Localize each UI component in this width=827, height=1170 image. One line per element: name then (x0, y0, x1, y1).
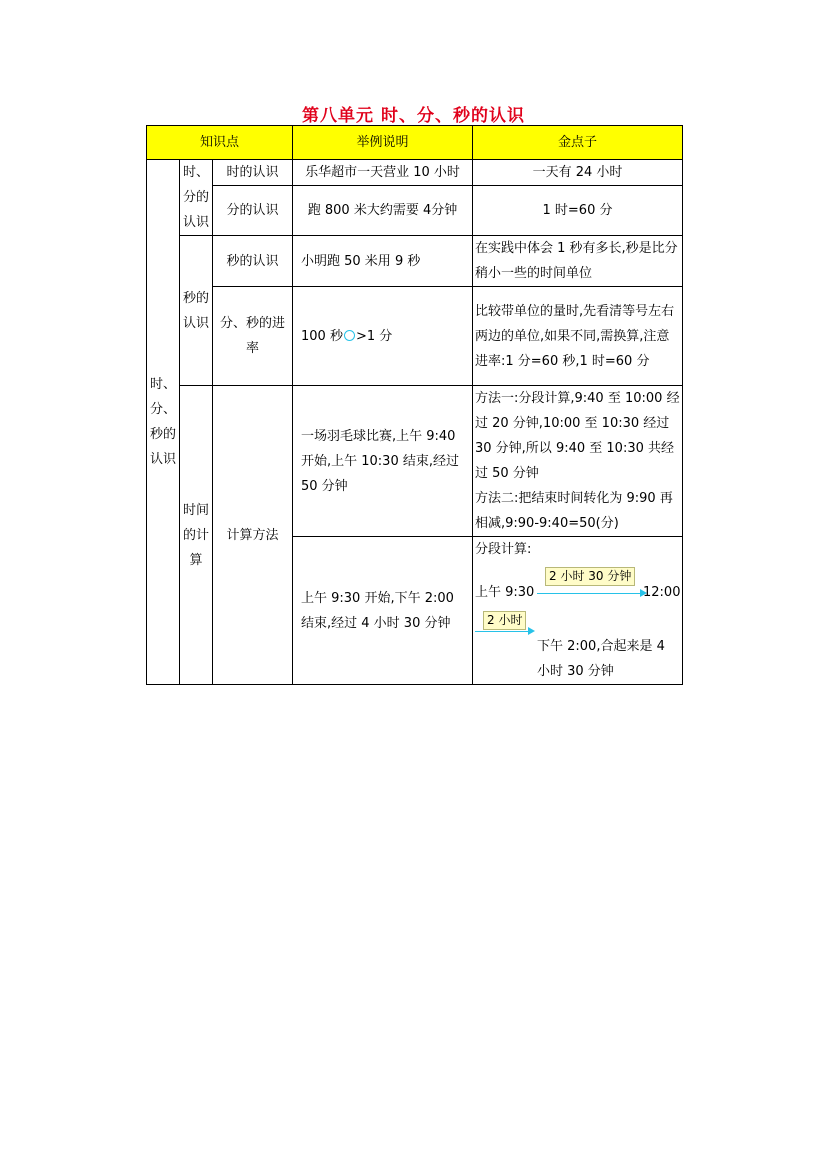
topic-calc: 计算方法 (213, 386, 293, 685)
tip-calc-method2: 方法二:把结束时间转化为 9:90 再相减,9:90-9:40=50(分) (475, 491, 673, 531)
page-title: 第八单元 时、分、秒的认识 (302, 106, 525, 126)
tip-calc-method1: 方法一:分段计算,9:40 至 10:00 经过 20 分钟,10:00 至 10:30 经过 30 分钟,所以 9:40 至 10:30 共经过 50 分钟 (475, 391, 680, 481)
flow-box-2: 2 小时 (483, 611, 526, 630)
table-row (147, 160, 683, 186)
header-example: 举例说明 (293, 126, 473, 160)
topic-rate: 分、秒的进率 (213, 287, 293, 386)
flow-end: 下午 2:00,合起来是 4 小时 30 分钟 (537, 639, 665, 679)
tip-hour: 一天有 24 小时 (473, 160, 683, 186)
header-knowledge: 知识点 (147, 126, 293, 160)
table-row (147, 287, 683, 386)
flow-box-1: 2 小时 30 分钟 (545, 567, 635, 586)
example-calc-1: 一场羽毛球比赛,上午 9:40 开始,上午 10:30 结束,经过 50 分钟 (293, 386, 473, 537)
example-rate (293, 287, 473, 386)
arrow-2-icon (475, 631, 533, 632)
table-row (147, 186, 683, 236)
group-calc-cell: 时间的计算 (180, 386, 213, 685)
arrow-1-icon (537, 593, 645, 594)
topic-hour: 时的认识 (213, 160, 293, 186)
table-row (147, 386, 683, 537)
table-row (147, 236, 683, 287)
tip-rate: 比较带单位的量时,先看清等号左右两边的单位,如果不同,需换算,注意进率:1 分=60 秒,1 时=60 分 (473, 287, 683, 386)
tip-second: 在实践中体会 1 秒有多长,秒是比分稍小一些的时间单位 (473, 236, 683, 287)
flow-head: 分段计算: (475, 542, 532, 557)
example-minute: 跑 800 米大约需要 4分钟 (293, 186, 473, 236)
group-sec-cell: 秒的认识 (180, 236, 213, 386)
header-tips: 金点子 (473, 126, 683, 160)
header-row (147, 126, 683, 160)
topic-second: 秒的认识 (213, 236, 293, 287)
tip-calc-1 (473, 386, 683, 537)
group-hm-cell: 时、分的认识 (180, 160, 213, 236)
outer-topic-cell: 时、分、秒的认识 (147, 160, 180, 685)
topic-minute: 分的认识 (213, 186, 293, 236)
example-hour: 乐华超市一天营业 10 小时 (293, 160, 473, 186)
flow-mid: 12:00 (643, 585, 681, 600)
flow-start: 上午 9:30 (475, 585, 535, 600)
knowledge-table (146, 125, 683, 685)
blank-circle-icon[interactable] (344, 330, 355, 341)
tip-calc-2 (473, 537, 683, 685)
tip-minute: 1 时=60 分 (473, 186, 683, 236)
example-rate-prefix: 100 秒 (301, 328, 343, 344)
example-rate-suffix: >1 分 (355, 328, 393, 344)
example-second: 小明跑 50 米用 9 秒 (293, 236, 473, 287)
example-calc-2: 上午 9:30 开始,下午 2:00 结束,经过 4 小时 30 分钟 (293, 537, 473, 685)
